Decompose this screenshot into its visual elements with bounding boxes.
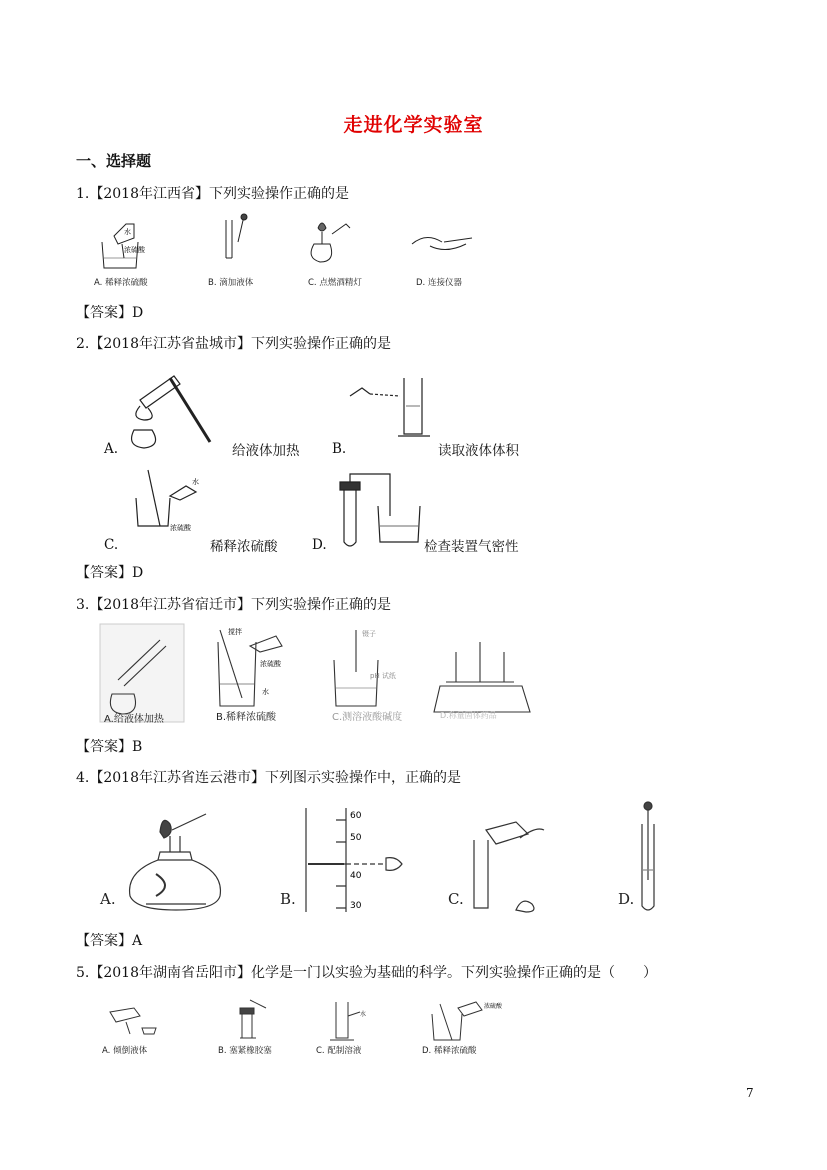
q3-option-c: C.测溶液酸碱度 <box>332 712 403 723</box>
q1-label-water: 水 <box>124 228 131 236</box>
question-3-figures <box>100 622 530 726</box>
q4-option-d: D. <box>618 890 635 908</box>
q1-option-d: D. 连接仪器 <box>416 278 462 288</box>
q3-label-ph: pH 试纸 <box>370 672 396 680</box>
question-3-stem: 3.【2018年江苏省宿迁市】下列实验操作正确的是 <box>76 597 391 613</box>
question-1-answer: 【答案】D <box>76 305 144 321</box>
q2-option-c-letter: C. <box>104 537 119 553</box>
q5-option-a: A. 倾倒液体 <box>102 1046 148 1056</box>
q4-tick-30: 30 <box>350 901 362 911</box>
q1-option-c: C. 点燃酒精灯 <box>308 278 362 288</box>
section-heading: 一、选择题 <box>76 152 152 170</box>
question-5-stem: 5.【2018年湖南省岳阳市】化学是一门以实验为基础的科学。下列实验操作正确的是（ ） <box>76 965 657 981</box>
q2-option-a-letter: A. <box>104 441 119 457</box>
q2-label-water: 水 <box>192 478 199 486</box>
q2-option-b-letter: B. <box>332 441 347 457</box>
q3-option-b: B.稀释浓硫酸 <box>216 712 277 723</box>
q2-option-a-text: 给液体加热 <box>232 443 300 459</box>
q3-label-acid: 浓硫酸 <box>260 660 281 668</box>
q1-option-a: A. 稀释浓硫酸 <box>94 278 148 288</box>
q2-option-c-text: 稀释浓硫酸 <box>210 539 278 555</box>
q5-label-acid: 浓硫酸 <box>484 1003 503 1010</box>
q5-label-water: 水 <box>360 1011 367 1018</box>
question-4-stem: 4.【2018年江苏省连云港市】下列图示实验操作中，正确的是 <box>76 770 461 786</box>
q4-tick-60: 60 <box>350 811 362 821</box>
q4-option-a: A. <box>100 890 116 908</box>
q5-option-c: C. 配制溶液 <box>316 1046 362 1056</box>
q4-tick-50: 50 <box>350 833 362 843</box>
question-5-figures <box>96 994 503 1064</box>
q4-illustrations <box>96 800 676 920</box>
q3-label-water: 水 <box>262 688 269 696</box>
question-1-figures <box>94 214 474 290</box>
q2-option-d-letter: D. <box>312 537 327 553</box>
q3-label-stir: 搅拌 <box>228 628 242 636</box>
q5-option-b: B. 塞紧橡胶塞 <box>218 1046 272 1056</box>
q3-option-d: D.称量固体药品 <box>440 711 497 720</box>
q5-option-d: D. 稀释浓硫酸 <box>422 1046 477 1056</box>
q3-label-tweezers: 镊子 <box>362 630 376 638</box>
q1-option-b: B. 滴加液体 <box>208 278 254 288</box>
q2-label-acid: 浓硫酸 <box>170 524 191 532</box>
question-2-answer: 【答案】D <box>76 565 144 581</box>
q2-option-b-text: 读取液体体积 <box>438 443 519 459</box>
question-4-figures <box>96 800 676 920</box>
question-3-answer: 【答案】B <box>76 739 143 755</box>
question-2-figures <box>100 366 540 566</box>
q4-tick-40: 40 <box>350 871 362 881</box>
q1-label-acid: 浓硫酸 <box>124 246 145 254</box>
page-title: 走进化学实验室 <box>343 114 484 136</box>
question-2-stem: 2.【2018年江苏省盐城市】下列实验操作正确的是 <box>76 336 391 352</box>
q2-option-d-text: 检查装置气密性 <box>424 539 519 555</box>
question-4-answer: 【答案】A <box>76 933 143 949</box>
q4-option-c: C. <box>448 890 464 908</box>
q3-option-a: A.给液体加热 <box>104 714 164 725</box>
question-1-stem: 1.【2018年江西省】下列实验操作正确的是 <box>76 186 349 202</box>
q4-option-b: B. <box>280 890 296 908</box>
page-number: 7 <box>746 1086 754 1100</box>
